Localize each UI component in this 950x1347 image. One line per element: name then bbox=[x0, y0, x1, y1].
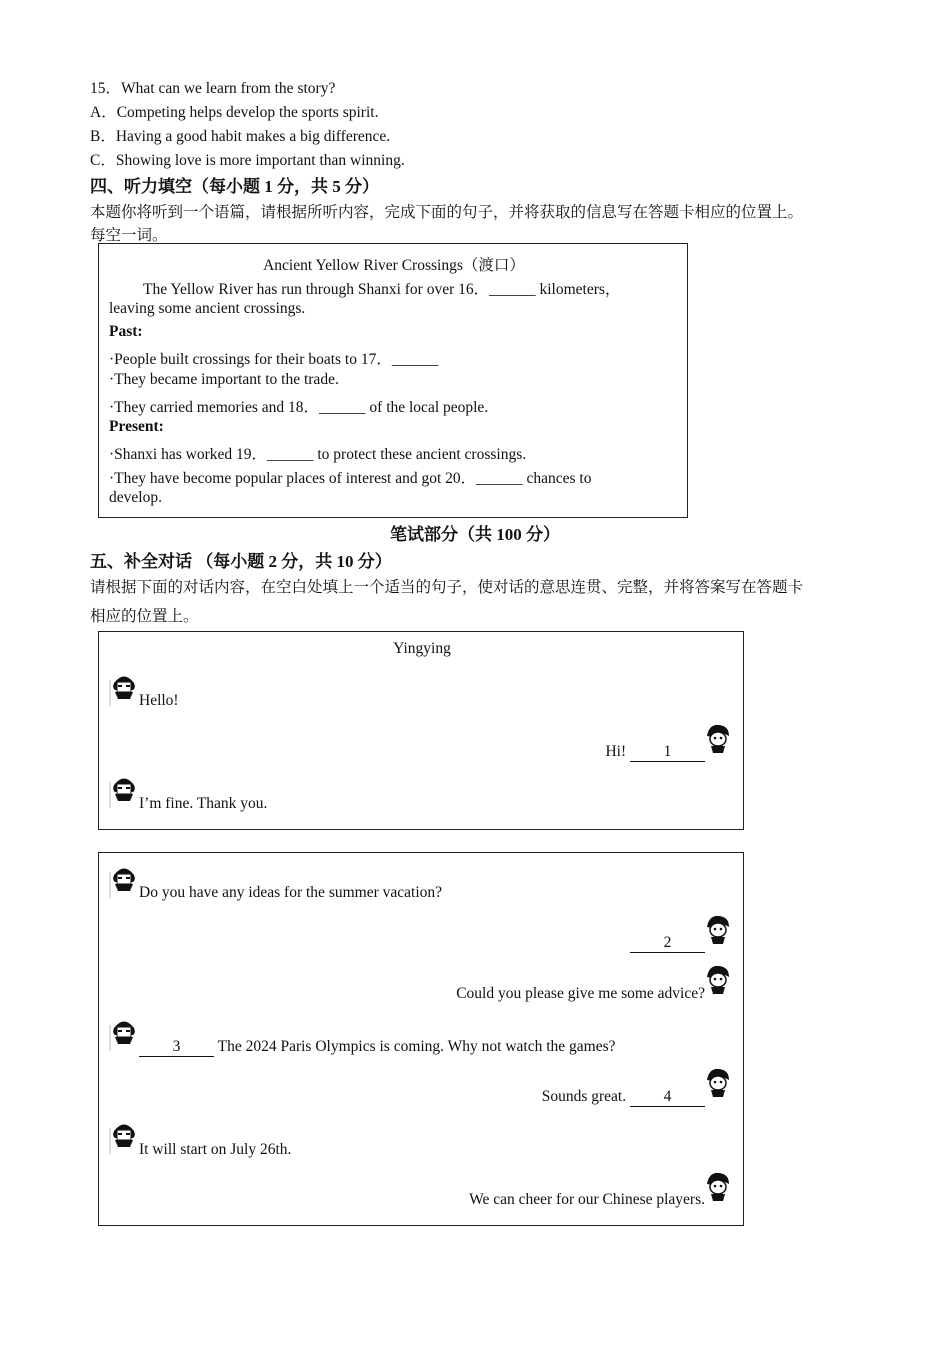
dialog2-line-cheer: We can cheer for our Chinese players. bbox=[469, 1191, 705, 1208]
dialog1-line-hi bbox=[605, 743, 705, 762]
blank-2-number: 2 bbox=[663, 934, 672, 951]
dialog1-hi-text: Hi! bbox=[605, 743, 627, 760]
boy-avatar-icon bbox=[703, 963, 733, 999]
dialog2-line-olympics bbox=[139, 1038, 616, 1057]
dialog2-line-blank2 bbox=[630, 934, 705, 953]
present-item-develop: develop. bbox=[109, 489, 162, 506]
boy-avatar-icon bbox=[703, 1066, 733, 1102]
section5-heading: 五、补全对话 （每小题 2 分，共 10 分） bbox=[90, 552, 392, 571]
section4-instruction-1: 本题你将听到一个语篇，请根据所听内容，完成下面的句子，并将获取的信息写在答题卡相应的位置上。 bbox=[90, 204, 804, 221]
girl-avatar-icon bbox=[109, 862, 139, 898]
dialog-box-1 bbox=[98, 631, 744, 830]
past-item-17: ·People built crossings for their boats to 17．______ bbox=[109, 351, 439, 368]
q15-option-b: B．Having a good habit makes a big difference. bbox=[90, 128, 391, 145]
dialog2-line-advice: Could you please give me some advice? bbox=[456, 985, 705, 1002]
box-title: Ancient Yellow River Crossings（渡口） bbox=[263, 257, 525, 274]
dialog1-line-hello: Hello! bbox=[139, 692, 179, 709]
listening-fill-box bbox=[98, 243, 688, 518]
dialog2-line-ideas: Do you have any ideas for the summer vacation? bbox=[139, 884, 443, 901]
q15-option-c: C．Showing love is more important than winning. bbox=[90, 152, 405, 169]
present-label: Present: bbox=[109, 418, 164, 435]
present-item-19: ·Shanxi has worked 19．______ to protect these ancient crossings. bbox=[109, 446, 527, 463]
blank-1-number: 1 bbox=[663, 743, 672, 760]
dialog2-sounds-great-text: Sounds great. bbox=[541, 1088, 627, 1105]
dialog2-line-sounds-great bbox=[542, 1088, 705, 1107]
section5-instruction-2: 相应的位置上。 bbox=[90, 608, 199, 625]
dialog2-olympics-text: The 2024 Paris Olympics is coming. Why not watch the games? bbox=[217, 1038, 616, 1055]
dialog1-line-fine: I’m fine. Thank you. bbox=[139, 795, 268, 812]
girl-avatar-icon bbox=[109, 670, 139, 706]
girl-avatar-icon bbox=[109, 1015, 139, 1051]
written-part-title: 笔试部分（共 100 分） bbox=[390, 525, 560, 544]
blank-4 bbox=[630, 1088, 705, 1107]
blank-4-number: 4 bbox=[663, 1088, 672, 1105]
dialog-box-2 bbox=[98, 852, 744, 1226]
q15-question: 15．What can we learn from the story? bbox=[90, 80, 336, 97]
girl-avatar-icon bbox=[109, 1118, 139, 1154]
section4-instruction-2: 每空一词。 bbox=[90, 227, 168, 244]
present-item-20: ·They have become popular places of interest and got 20．______ chances to bbox=[109, 470, 592, 487]
past-item-trade: ·They became important to the trade. bbox=[109, 371, 339, 388]
section4-heading: 四、听力填空（每小题 1 分，共 5 分） bbox=[90, 177, 379, 196]
dialog-speaker-name: Yingying bbox=[393, 640, 451, 657]
box-intro-1: The Yellow River has run through Shanxi for over 16．______ kilometers， bbox=[143, 281, 621, 298]
boy-avatar-icon bbox=[703, 913, 733, 949]
q15-option-a: A．Competing helps develop the sports spirit. bbox=[90, 104, 379, 121]
dialog2-line-july: It will start on July 26th. bbox=[139, 1141, 292, 1158]
blank-2 bbox=[630, 934, 705, 953]
blank-1 bbox=[630, 743, 705, 762]
past-item-18: ·They carried memories and 18．______ of the local people. bbox=[109, 399, 489, 416]
girl-avatar-icon bbox=[109, 772, 139, 808]
blank-3 bbox=[139, 1038, 214, 1057]
box-intro-2: leaving some ancient crossings. bbox=[109, 300, 306, 317]
past-label: Past: bbox=[109, 323, 143, 340]
boy-avatar-icon bbox=[703, 1170, 733, 1206]
blank-3-number: 3 bbox=[172, 1038, 181, 1055]
section5-instruction-1: 请根据下面的对话内容，在空白处填上一个适当的句子，使对话的意思连贯、完整，并将答案写在答题卡 bbox=[90, 579, 804, 596]
boy-avatar-icon bbox=[703, 722, 733, 758]
